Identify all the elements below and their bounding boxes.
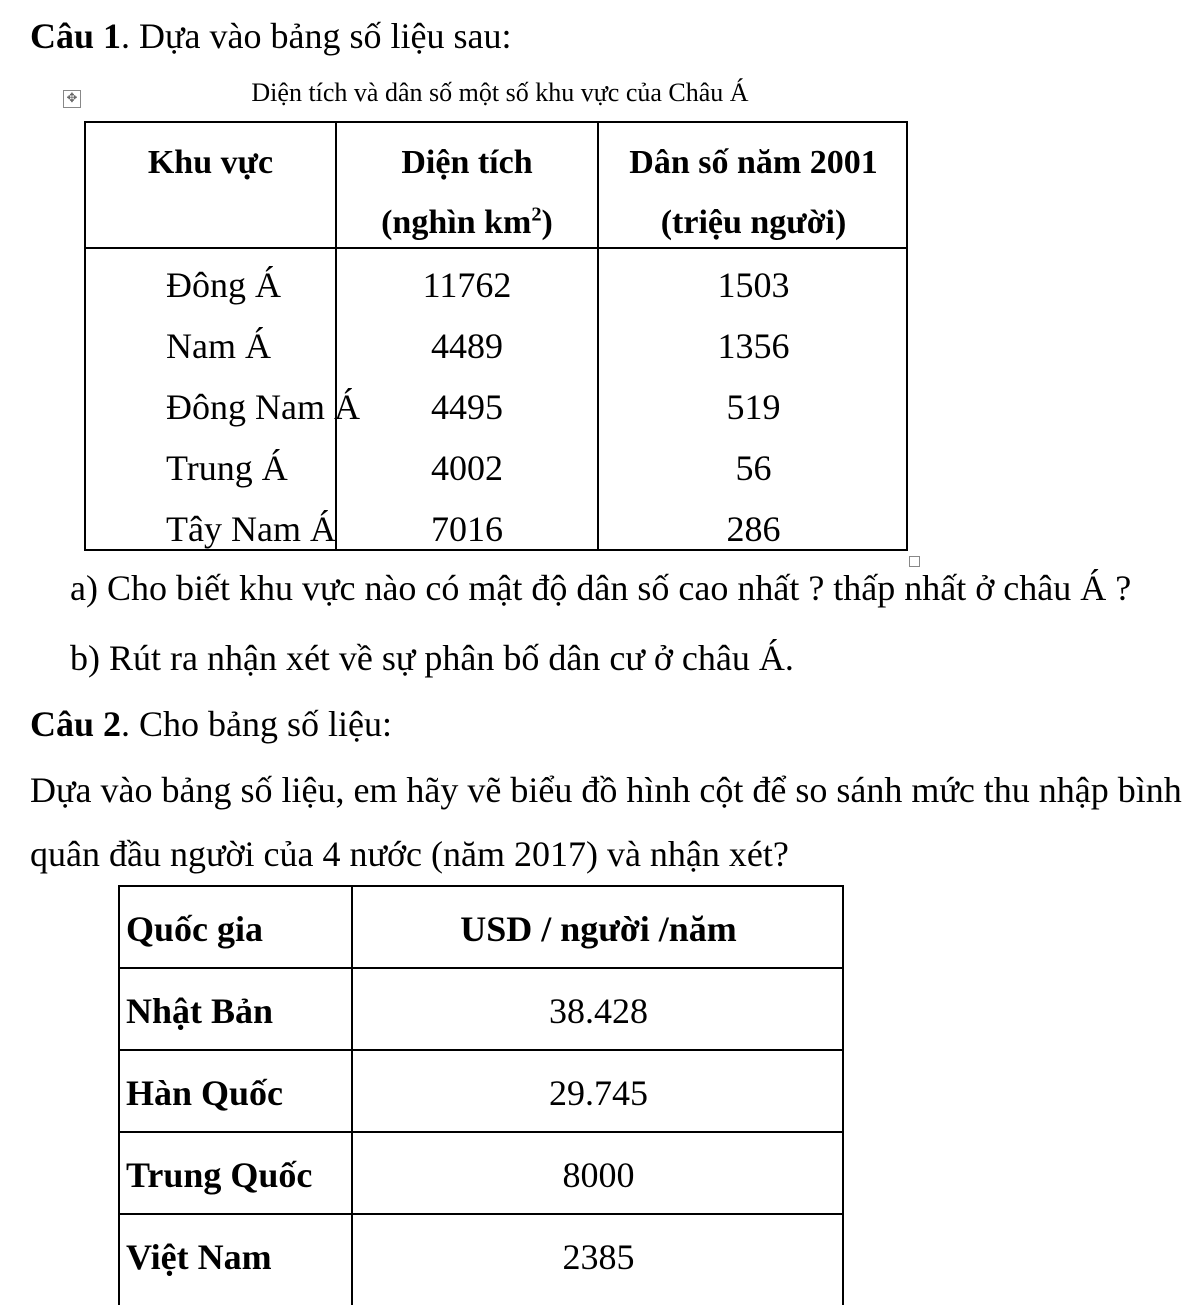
table-move-handle-icon[interactable]: ✥ [63,90,81,108]
income-table [118,885,844,1305]
question-1-label: Câu 1 [30,16,122,56]
header-area-close: ) [541,204,553,241]
question-1-heading [30,14,511,58]
question-2-text: . Cho bảng số liệu: [121,704,393,744]
question-2-prompt-line-1: Dựa vào bảng số liệu, em hãy vẽ biểu đồ hình cột để so sánh mức thu nhập bình [30,770,1182,810]
income-cell: 29.745 [549,1073,648,1113]
question-2-heading [30,702,392,746]
country-cell: Hàn Quốc [126,1073,284,1113]
header-country: Quốc gia [126,909,264,949]
population-cell: 286 [726,509,781,549]
header-area-exponent: 2 [531,203,542,226]
region-cell: Trung Á [166,448,288,488]
country-cell: Nhật Bản [126,991,274,1031]
header-population-line2: (triệu người) [660,204,847,241]
area-cell: 4002 [431,448,503,488]
header-area-line2 [337,193,597,253]
area-cell: 4489 [431,326,503,366]
population-column [599,255,908,560]
region-cell: Nam Á [166,326,271,366]
area-column [337,255,597,560]
question-2-prompt-line-2: quân đầu người của 4 nước (năm 2017) và nhận xét? [30,834,789,874]
header-population-line1: Dân số năm 2001 [629,144,878,181]
header-region-label: Khu vực [147,144,274,181]
country-cell: Trung Quốc [126,1155,313,1195]
country-cell: Việt Nam [126,1237,272,1277]
income-cell: 2385 [562,1237,635,1277]
population-cell: 1503 [717,265,790,305]
question-2-label: Câu 2 [30,704,122,744]
question-1-part-b: b) Rút ra nhận xét về sự phân bố dân cư ở châu Á. [70,638,794,678]
income-cell: 38.428 [549,991,648,1031]
area-cell: 7016 [431,509,503,549]
header-area [337,133,597,253]
header-area-unit: (nghìn km [381,204,532,241]
region-table [84,121,908,551]
population-cell: 1356 [717,326,790,366]
region-cell: Đông Nam Á [166,387,360,427]
question-1-text: . Dựa vào bảng số liệu sau: [121,16,512,56]
area-cell: 4495 [431,387,503,427]
region-column [166,255,360,560]
header-population [599,133,908,253]
area-cell: 11762 [422,265,512,305]
header-region [86,133,335,193]
income-cell: 8000 [562,1155,635,1195]
population-cell: 56 [735,448,772,488]
population-cell: 519 [726,387,781,427]
header-income: USD / người /năm [460,909,737,949]
region-cell: Tây Nam Á [166,509,336,549]
question-1-part-a: a) Cho biết khu vực nào có mật độ dân số cao nhất ? thấp nhất ở châu Á ? [70,568,1132,608]
header-area-line1: Diện tích [401,144,533,181]
region-cell: Đông Á [166,265,281,305]
table-1-caption: Diện tích và dân số một số khu vực của Châu Á [251,78,749,107]
